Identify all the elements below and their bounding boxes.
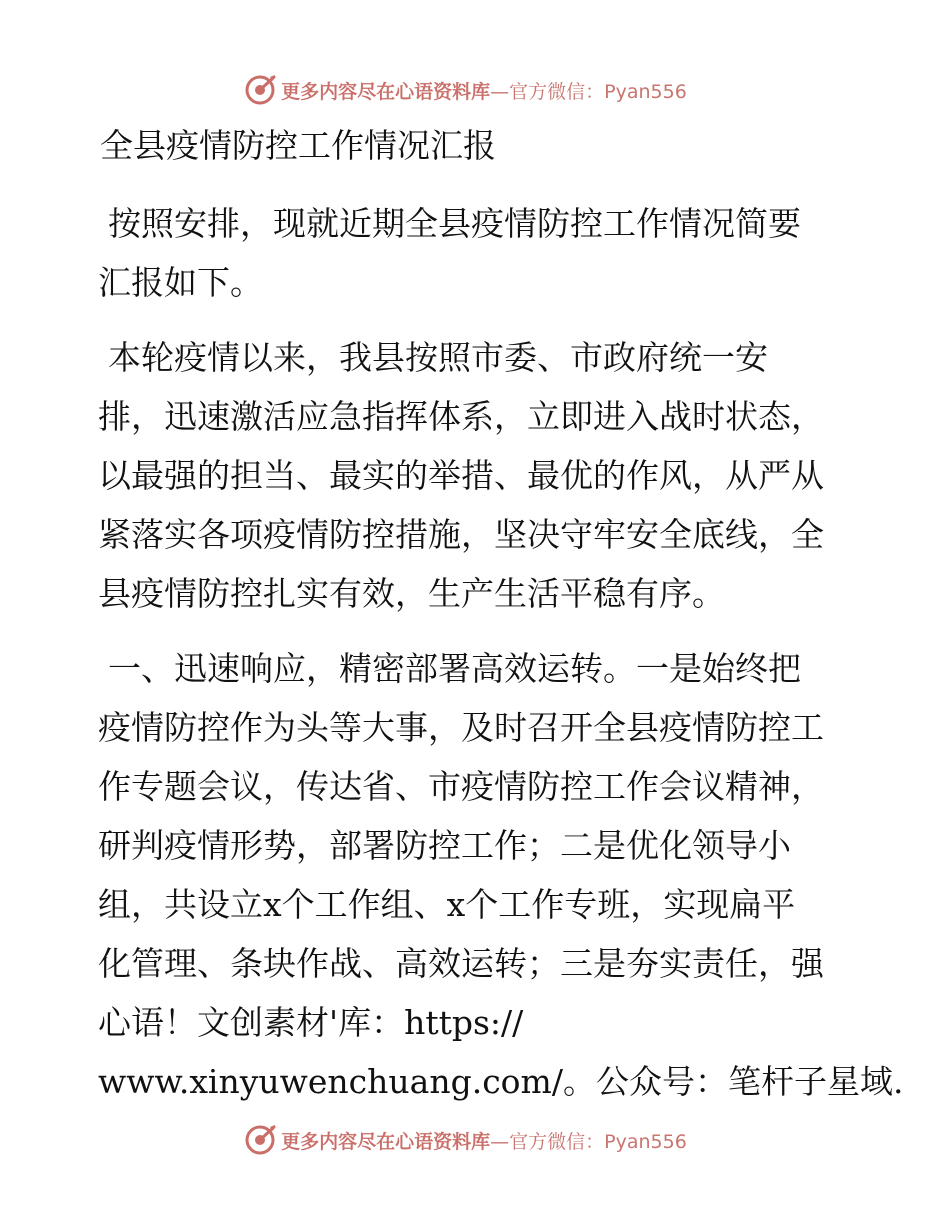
watermark-header (0, 68, 950, 112)
text-line: 按照安排，现就近期全县疫情防控工作情况简要 (108, 204, 801, 243)
text-line: 以最强的担当、最实的举措、最优的作风，从严从 (98, 456, 824, 495)
text-line: 研判疫情形势，部署防控工作；二是优化领导小 (98, 826, 791, 865)
document-body (98, 194, 904, 1127)
text-line: 一、迅速响应，精密部署高效运转。一是始终把 (108, 649, 801, 688)
text-line: 县疫情防控扎实有效，生产生活平稳有序。 (98, 574, 725, 613)
text-line: 本轮疫情以来，我县按照市委、市政府统一安 (108, 338, 768, 377)
text-line: 心语！文创素材'库：https:// (98, 1003, 524, 1042)
text-line: 汇报如下。 (98, 263, 263, 302)
watermark-subtext: —官方微信：Pyan556 (490, 1130, 687, 1153)
watermark-subtext: —官方微信：Pyan556 (490, 80, 687, 103)
text-line: 作专题会议，传达省、市疫情防控工作会议精神， (98, 767, 824, 806)
watermark-text: 更多内容尽在心语资料库 (281, 80, 491, 103)
text-line: 组，共设立x个工作组、x个工作专班，实现扁平 (98, 885, 796, 924)
document-title: 全县疫情防控工作情况汇报 (100, 126, 496, 165)
brush-logo-icon (243, 1123, 277, 1157)
text-line: 紧落实各项疫情防控措施，坚决守牢安全底线，全 (98, 515, 824, 554)
text-line: www.xinyuwenchuang.com/。公众号：笔杆子星域. (98, 1062, 904, 1101)
text-line: 疫情防控作为头等大事，及时召开全县疫情防控工 (98, 708, 824, 747)
paragraph-intro (98, 194, 858, 312)
paragraph-overview (98, 328, 858, 623)
paragraph-section-one (98, 639, 904, 1111)
watermark-text: 更多内容尽在心语资料库 (281, 1130, 491, 1153)
watermark-footer (0, 1118, 950, 1162)
brush-logo-icon (243, 73, 277, 107)
text-line: 排，迅速激活应急指挥体系，立即进入战时状态， (98, 397, 824, 436)
text-line: 化管理、条块作战、高效运转；三是夯实责任，强 (98, 944, 824, 983)
